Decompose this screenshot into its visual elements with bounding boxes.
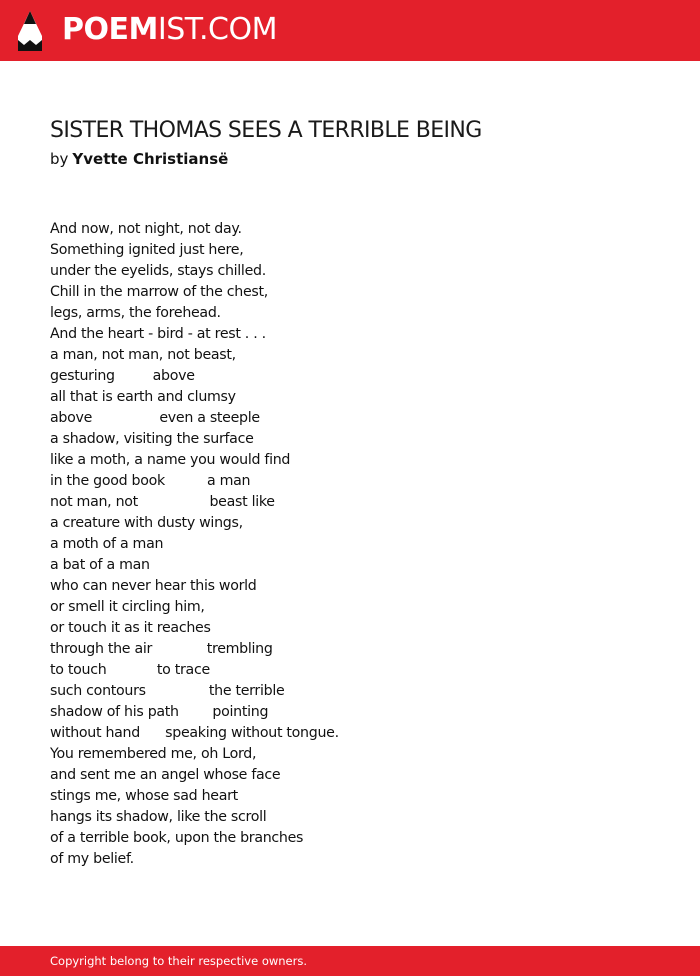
poem-line: And the heart - bird - at rest . . . [50,326,266,342]
poem-line: Chill in the marrow of the chest, [50,284,268,300]
poem-line: Something ignited just here, [50,242,244,258]
poem-line: to touch to trace [50,662,210,678]
poem-line: and sent me an angel whose face [50,767,281,783]
poem-line: like a moth, a name you would find [50,452,291,468]
poem-body [50,219,339,870]
poem-line: You remembered me, oh Lord, [50,746,257,762]
site-logo[interactable] [62,12,277,48]
poem-line: of a terrible book, upon the branches [50,830,304,846]
poem-line: who can never hear this world [50,578,257,594]
poem-line: or smell it circling him, [50,599,205,615]
author-name: Yvette Christiansë [72,150,229,168]
poem-line: stings me, whose sad heart [50,788,238,804]
poem-line: above even a steeple [50,410,260,426]
poem-line: without hand speaking without tongue. [50,725,339,741]
by-label: by [50,150,69,168]
poem-line: under the eyelids, stays chilled. [50,263,266,279]
site-header [0,0,700,61]
site-footer [0,946,700,976]
poem-line: in the good book a man [50,473,251,489]
poem-line: gesturing above [50,368,195,384]
poem-line: a creature with dusty wings, [50,515,243,531]
logo-bold-text: POEM [62,12,158,47]
poem-line: all that is earth and clumsy [50,389,236,405]
poem-line: of my belief. [50,851,134,867]
poem-line: not man, not beast like [50,494,275,510]
poem-line: a bat of a man [50,557,150,573]
poem-line: And now, not night, not day. [50,221,242,237]
poem-line: or touch it as it reaches [50,620,211,636]
copyright-text: Copyright belong to their respective owners. [50,954,308,968]
poem-line: a man, not man, not beast, [50,347,236,363]
poem-line: a shadow, visiting the surface [50,431,254,447]
poem-line: shadow of his path pointing [50,704,269,720]
byline [50,148,228,170]
poem-line: legs, arms, the forehead. [50,305,221,321]
poem-line: such contours the terrible [50,683,285,699]
poem-line: a moth of a man [50,536,164,552]
logo-light-text: IST.COM [157,12,277,47]
poem-line: hangs its shadow, like the scroll [50,809,267,825]
pen-nib-icon[interactable] [16,10,44,52]
poem-line: through the air trembling [50,641,273,657]
poem-title: SISTER THOMAS SEES A TERRIBLE BEING [50,118,482,143]
